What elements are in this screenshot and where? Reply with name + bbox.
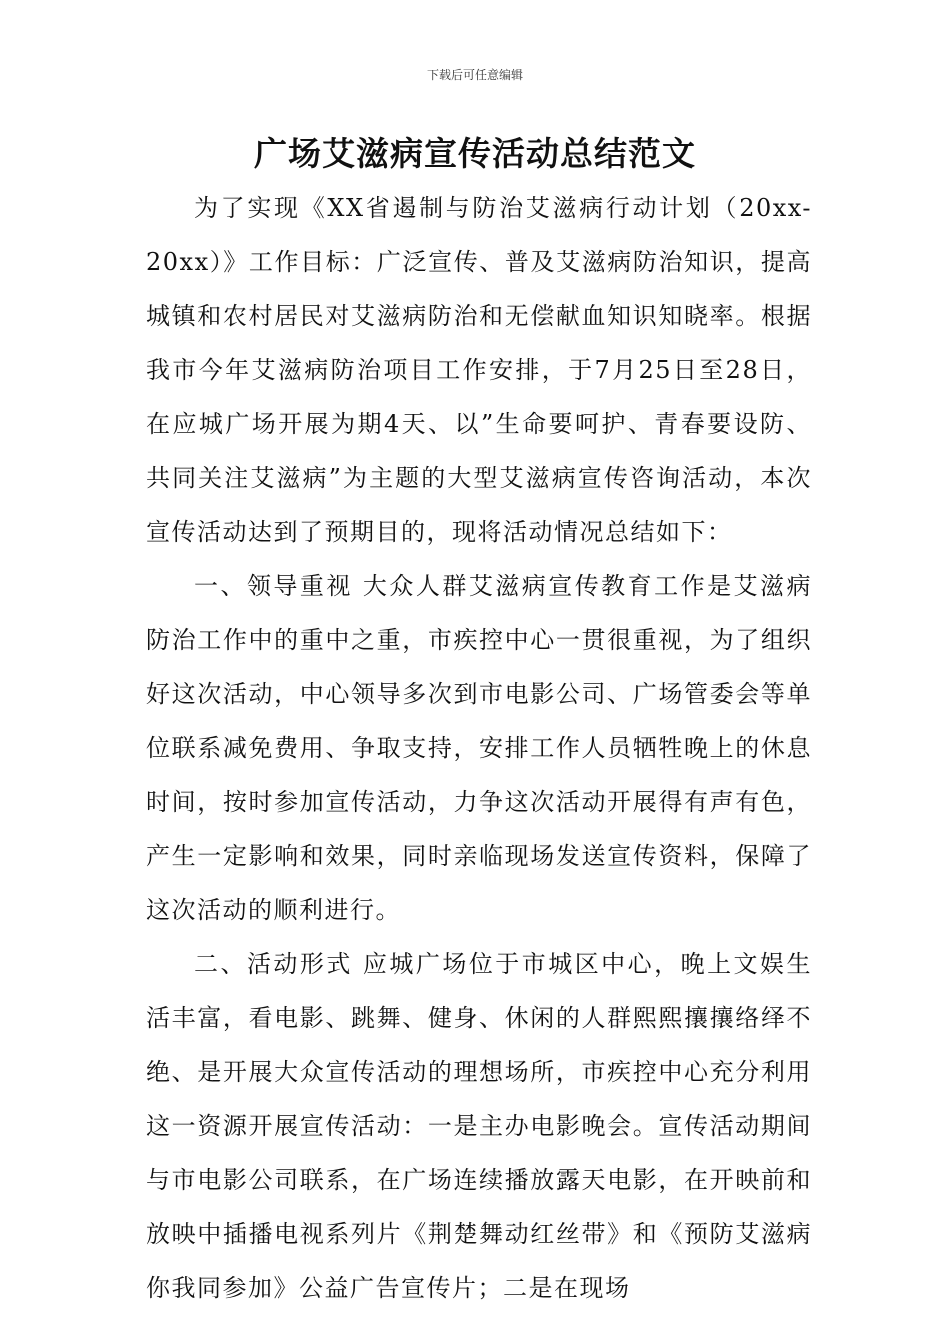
page-header-note: 下载后可任意编辑 [426,68,523,82]
document-body [146,181,812,1315]
paragraph-leadership: 一、领导重视 大众人群艾滋病宣传教育工作是艾滋病防治工作中的重中之重，市疾控中心一贯很重视，为了组织好这次活动，中心领导多次到市电影公司、广场管委会等单位联系减免费用、争取支持，安排工作人员牺牲晚上的休息时间，按时参加宣传活动，力争这次活动开展得有声有色，产生一定影响和效果，同时亲临现场发送宣传资料，保障了这次活动的顺利进行。 [146,572,812,924]
paragraph-activity-format: 二、活动形式 应城广场位于市城区中心，晚上文娱生活丰富，看电影、跳舞、健身、休闲的人群熙熙攘攘络绎不绝、是开展大众宣传活动的理想场所，市疾控中心充分利用这一资源开展宣传活动：一是主办电影晚会。宣传活动期间与市电影公司联系，在广场连续播放露天电影，在开映前和放映中插播电视系列片《荆楚舞动红丝带》和《预防艾滋病 你我同参加》公益广告宣传片；二是在现场 [146,950,812,1302]
document-title: 广场艾滋病宣传活动总结范文 [254,134,696,173]
paragraph-intro: 为了实现《XX省遏制与防治艾滋病行动计划（20xx-20xx）》工作目标：广泛宣传、普及艾滋病防治知识，提高城镇和农村居民对艾滋病防治和无偿献血知识知晓率。根据我市今年艾滋病防治项目工作安排，于7月25日至28日，在应城广场开展为期4天、以”生命要呵护、青春要设防、共同关注艾滋病”为主题的大型艾滋病宣传咨询活动，本次宣传活动达到了预期目的，现将活动情况总结如下： [146,194,812,546]
